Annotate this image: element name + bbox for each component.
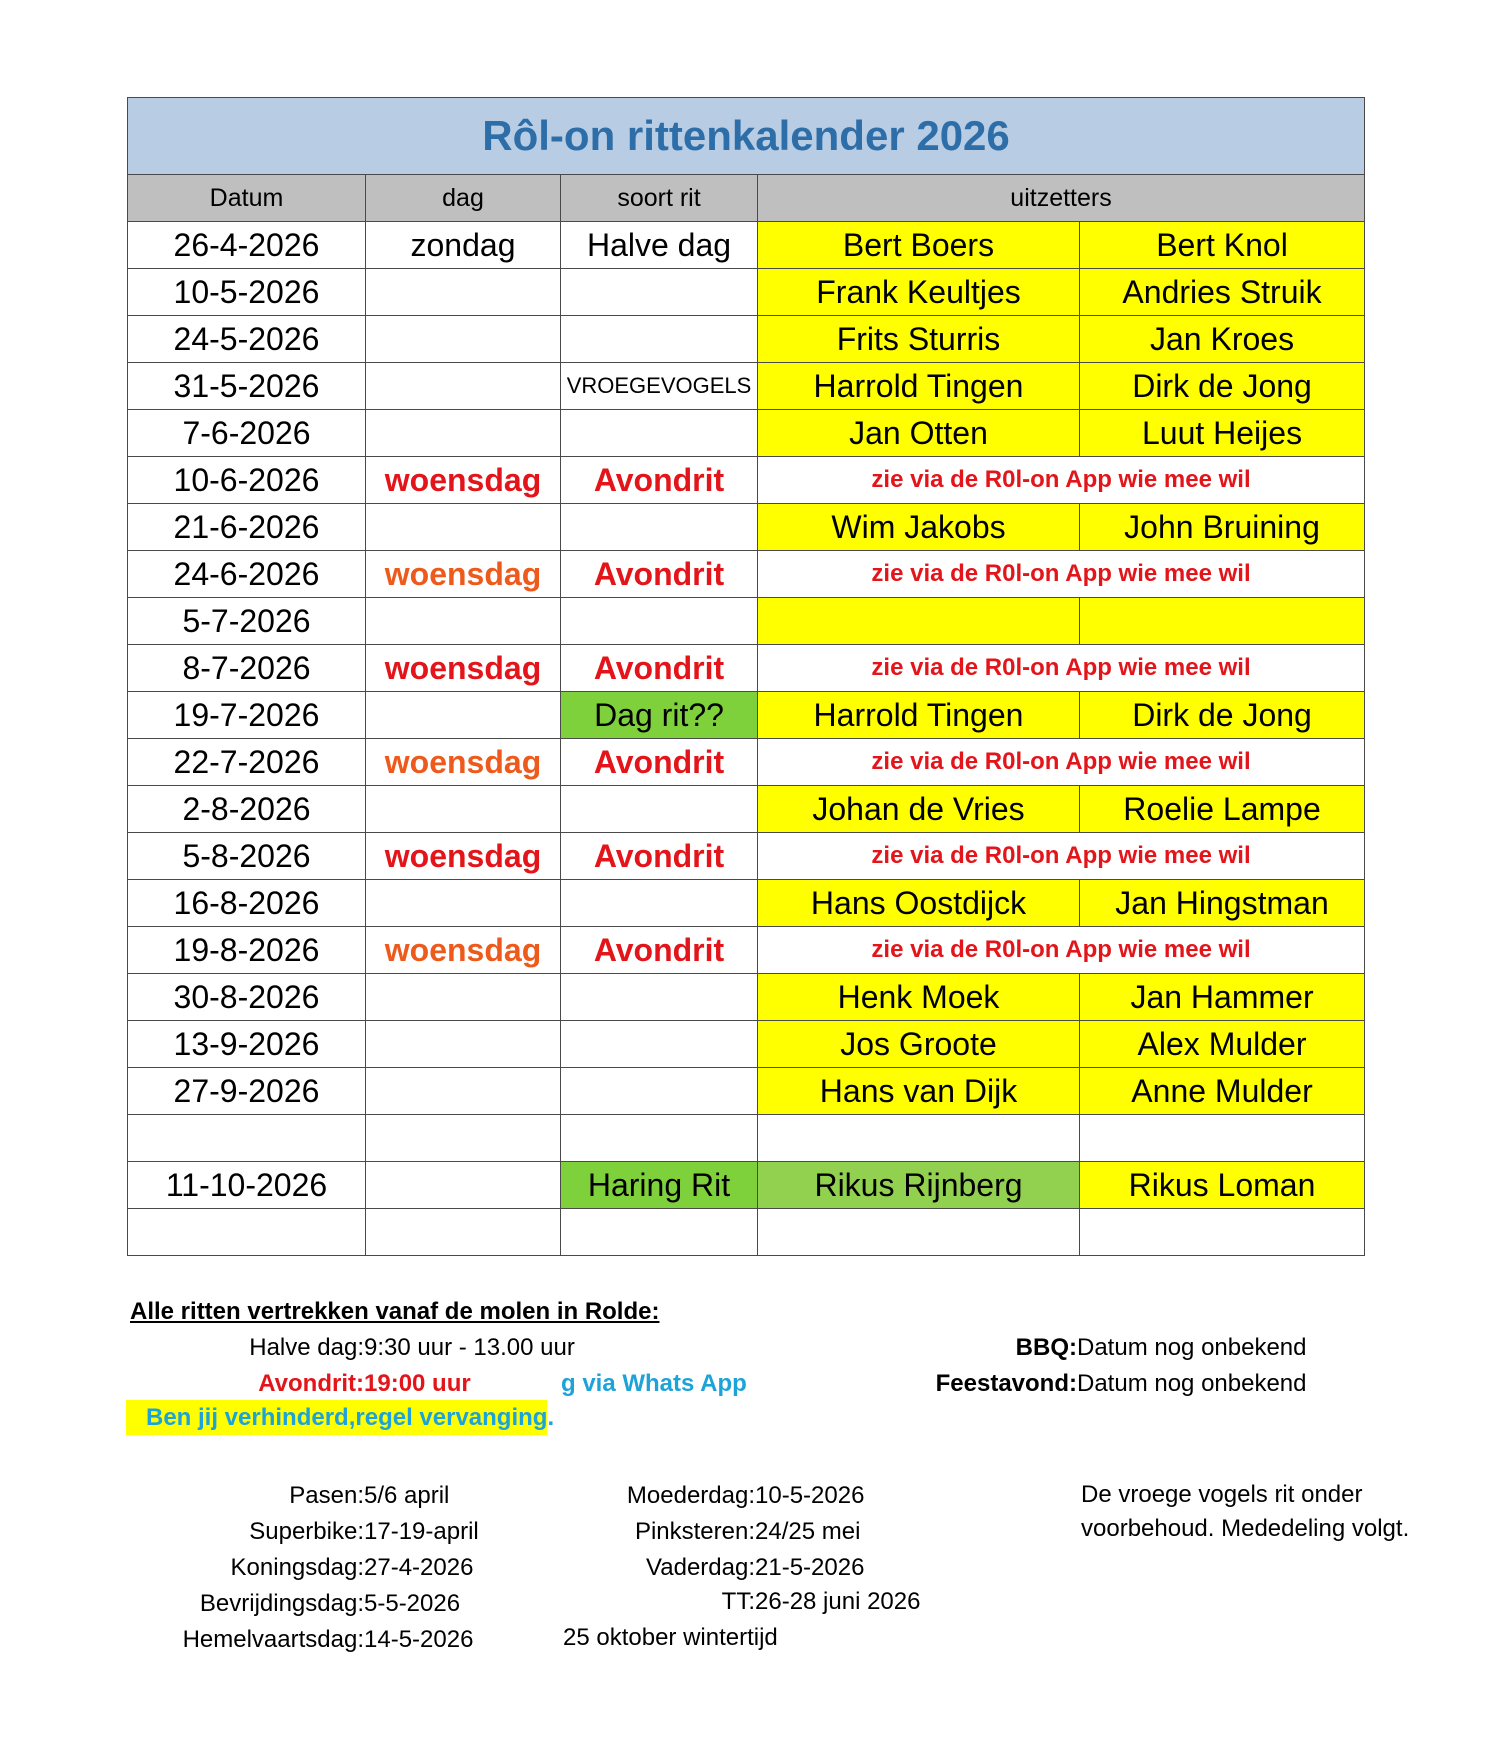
ride-date: 22-7-2026 bbox=[128, 739, 366, 786]
ride-row bbox=[128, 410, 1365, 457]
ride-row bbox=[128, 692, 1365, 739]
organizer-2: John Bruining bbox=[1080, 504, 1365, 551]
bbq-note bbox=[880, 1334, 1307, 1362]
ride-day bbox=[366, 692, 561, 739]
ride-date: 24-6-2026 bbox=[128, 551, 366, 598]
avondrit-value: 19:00 uur bbox=[364, 1370, 471, 1397]
organizer-2 bbox=[1080, 1115, 1365, 1162]
organizer-1 bbox=[758, 1209, 1080, 1256]
ride-date: 19-8-2026 bbox=[128, 927, 366, 974]
organizer-1: Harrold Tingen bbox=[758, 363, 1080, 410]
holiday-label: Vaderdag: bbox=[646, 1554, 755, 1581]
organizer-1: Jos Groote bbox=[758, 1021, 1080, 1068]
calendar-title: Rôl-on rittenkalender 2026 bbox=[128, 98, 1365, 175]
organizer-1: Wim Jakobs bbox=[758, 504, 1080, 551]
ride-type bbox=[561, 598, 758, 645]
ride-info: zie via de R0l-on App wie mee wil bbox=[758, 645, 1365, 692]
organizer-2 bbox=[1080, 598, 1365, 645]
ride-type bbox=[561, 410, 758, 457]
header-row bbox=[128, 175, 1365, 222]
organizer-2: Anne Mulder bbox=[1080, 1068, 1365, 1115]
ride-type: Avondrit bbox=[561, 927, 758, 974]
organizer-1: Hans van Dijk bbox=[758, 1068, 1080, 1115]
ride-date: 26-4-2026 bbox=[128, 222, 366, 269]
organizer-2: Jan Kroes bbox=[1080, 316, 1365, 363]
ride-type bbox=[561, 786, 758, 833]
holidays-middle bbox=[560, 1478, 864, 1586]
organizer-2: Dirk de Jong bbox=[1080, 692, 1365, 739]
holiday-item bbox=[560, 1550, 864, 1586]
header-uitzetters: uitzetters bbox=[758, 175, 1365, 222]
holiday-item bbox=[560, 1514, 864, 1550]
ride-date: 27-9-2026 bbox=[128, 1068, 366, 1115]
organizer-1 bbox=[758, 1115, 1080, 1162]
ride-date: 19-7-2026 bbox=[128, 692, 366, 739]
ride-row bbox=[128, 316, 1365, 363]
ride-day bbox=[366, 1021, 561, 1068]
ride-date bbox=[128, 1115, 366, 1162]
ride-type bbox=[561, 880, 758, 927]
remark-line-1: De vroege vogels rit onder bbox=[1081, 1481, 1363, 1508]
ride-row bbox=[128, 833, 1365, 880]
header-dag: dag bbox=[366, 175, 561, 222]
ride-row bbox=[128, 739, 1365, 786]
organizer-2: Rikus Loman bbox=[1080, 1162, 1365, 1209]
ride-info: zie via de R0l-on App wie mee wil bbox=[758, 457, 1365, 504]
feestavond-value: Datum nog onbekend bbox=[1077, 1370, 1307, 1397]
ride-day: zondag bbox=[366, 222, 561, 269]
holiday-label: Pinksteren: bbox=[634, 1518, 755, 1545]
ride-day: woensdag bbox=[366, 739, 561, 786]
ride-day bbox=[366, 1209, 561, 1256]
ride-row bbox=[128, 1068, 1365, 1115]
holidays-left bbox=[130, 1478, 479, 1658]
holiday-value: 14-5-2026 bbox=[364, 1626, 474, 1653]
holiday-label: Pasen: bbox=[289, 1482, 364, 1509]
ride-day bbox=[366, 974, 561, 1021]
hindered-note bbox=[126, 1404, 554, 1432]
ride-type: Avondrit bbox=[561, 833, 758, 880]
avondrit-note bbox=[130, 1370, 471, 1398]
ride-calendar-table bbox=[127, 97, 1365, 1256]
organizer-2: Luut Heijes bbox=[1080, 410, 1365, 457]
wintertime-note: 25 oktober wintertijd bbox=[563, 1624, 778, 1651]
blank-row bbox=[128, 1209, 1365, 1256]
ride-type bbox=[561, 316, 758, 363]
holiday-label: Superbike: bbox=[249, 1518, 364, 1545]
ride-date: 11-10-2026 bbox=[128, 1162, 366, 1209]
ride-date: 5-8-2026 bbox=[128, 833, 366, 880]
header-datum: Datum bbox=[128, 175, 366, 222]
ride-type bbox=[561, 1115, 758, 1162]
organizer-1 bbox=[758, 598, 1080, 645]
ride-date: 10-5-2026 bbox=[128, 269, 366, 316]
ride-date: 16-8-2026 bbox=[128, 880, 366, 927]
halve-dag-label: Halve dag: bbox=[249, 1334, 364, 1361]
ride-row bbox=[128, 504, 1365, 551]
ride-day bbox=[366, 786, 561, 833]
ride-date: 21-6-2026 bbox=[128, 504, 366, 551]
ride-day bbox=[366, 504, 561, 551]
ride-row bbox=[128, 927, 1365, 974]
feestavond-label: Feestavond: bbox=[935, 1370, 1077, 1397]
ride-date: 7-6-2026 bbox=[128, 410, 366, 457]
holiday-item bbox=[130, 1586, 479, 1622]
ride-day bbox=[366, 1115, 561, 1162]
remark-line-2: voorbehoud. Mededeling volgt. bbox=[1081, 1515, 1410, 1542]
ride-row bbox=[128, 363, 1365, 410]
holiday-item bbox=[130, 1622, 479, 1658]
ride-row bbox=[128, 457, 1365, 504]
ride-day bbox=[366, 269, 561, 316]
holiday-item bbox=[130, 1514, 479, 1550]
organizer-2: Jan Hingstman bbox=[1080, 880, 1365, 927]
ride-day bbox=[366, 1162, 561, 1209]
ride-type: Avondrit bbox=[561, 739, 758, 786]
organizer-2: Jan Hammer bbox=[1080, 974, 1365, 1021]
tt-value: 26-28 juni 2026 bbox=[755, 1588, 921, 1615]
ride-type: Avondrit bbox=[561, 645, 758, 692]
ride-type: VROEGEVOGELS bbox=[561, 363, 758, 410]
organizer-1: Frank Keultjes bbox=[758, 269, 1080, 316]
holiday-value: 10-5-2026 bbox=[755, 1482, 865, 1509]
ride-row bbox=[128, 645, 1365, 692]
ride-type bbox=[561, 1021, 758, 1068]
blank-row bbox=[128, 1115, 1365, 1162]
ride-date: 31-5-2026 bbox=[128, 363, 366, 410]
ride-info: zie via de R0l-on App wie mee wil bbox=[758, 927, 1365, 974]
ride-row bbox=[128, 974, 1365, 1021]
ride-info: zie via de R0l-on App wie mee wil bbox=[758, 833, 1365, 880]
ride-type bbox=[561, 1068, 758, 1115]
holiday-item bbox=[560, 1478, 864, 1514]
ride-info: zie via de R0l-on App wie mee wil bbox=[758, 551, 1365, 598]
organizer-1: Henk Moek bbox=[758, 974, 1080, 1021]
holiday-value: 17-19-april bbox=[364, 1518, 479, 1545]
ride-type: Haring Rit bbox=[561, 1162, 758, 1209]
ride-day: woensdag bbox=[366, 551, 561, 598]
organizer-1: Jan Otten bbox=[758, 410, 1080, 457]
organizer-1: Harrold Tingen bbox=[758, 692, 1080, 739]
avondrit-label: Avondrit: bbox=[258, 1370, 364, 1397]
ride-date: 5-7-2026 bbox=[128, 598, 366, 645]
ride-date: 24-5-2026 bbox=[128, 316, 366, 363]
holiday-item bbox=[130, 1550, 479, 1586]
ride-day: woensdag bbox=[366, 927, 561, 974]
ride-type: Dag rit?? bbox=[561, 692, 758, 739]
ride-row bbox=[128, 786, 1365, 833]
hindered-highlight: Ben jij verhinderd,regel vervanging bbox=[126, 1400, 547, 1435]
departure-heading bbox=[130, 1298, 659, 1326]
departure-heading-text: Alle ritten vertrekken vanaf de molen in Rolde: bbox=[130, 1298, 660, 1325]
ride-type bbox=[561, 974, 758, 1021]
ride-row bbox=[128, 222, 1365, 269]
ride-row bbox=[128, 1162, 1365, 1209]
organizer-2: Andries Struik bbox=[1080, 269, 1365, 316]
ride-day: woensdag bbox=[366, 645, 561, 692]
ride-date: 2-8-2026 bbox=[128, 786, 366, 833]
tt-note bbox=[560, 1588, 920, 1616]
organizer-2: Alex Mulder bbox=[1080, 1021, 1365, 1068]
ride-day bbox=[366, 410, 561, 457]
halve-dag-value: 9:30 uur - 13.00 uur bbox=[364, 1334, 575, 1361]
ride-type: Avondrit bbox=[561, 457, 758, 504]
tt-label: TT: bbox=[721, 1588, 755, 1615]
holiday-value: 21-5-2026 bbox=[755, 1554, 865, 1581]
holiday-label: Moederdag: bbox=[626, 1482, 755, 1509]
ride-date: 10-6-2026 bbox=[128, 457, 366, 504]
bbq-value: Datum nog onbekend bbox=[1077, 1334, 1307, 1361]
ride-row bbox=[128, 598, 1365, 645]
ride-type bbox=[561, 1209, 758, 1256]
ride-day bbox=[366, 880, 561, 927]
ride-day bbox=[366, 598, 561, 645]
feestavond-note bbox=[880, 1370, 1307, 1398]
ride-info: zie via de R0l-on App wie mee wil bbox=[758, 739, 1365, 786]
ride-date: 8-7-2026 bbox=[128, 645, 366, 692]
ride-day bbox=[366, 1068, 561, 1115]
ride-day: woensdag bbox=[366, 457, 561, 504]
holiday-value: 24/25 mei bbox=[755, 1518, 861, 1545]
organizer-2: Bert Knol bbox=[1080, 222, 1365, 269]
ride-day bbox=[366, 316, 561, 363]
organizer-2: Dirk de Jong bbox=[1080, 363, 1365, 410]
halve-dag-note bbox=[130, 1334, 575, 1362]
ride-type bbox=[561, 269, 758, 316]
organizer-2: Roelie Lampe bbox=[1080, 786, 1365, 833]
organizer-1: Rikus Rijnberg bbox=[758, 1162, 1080, 1209]
holiday-label: Hemelvaartsdag: bbox=[182, 1626, 364, 1653]
holiday-value: 27-4-2026 bbox=[364, 1554, 474, 1581]
holiday-item bbox=[130, 1478, 479, 1514]
ride-day bbox=[366, 363, 561, 410]
holiday-value: 5/6 april bbox=[364, 1482, 450, 1509]
title-row bbox=[128, 98, 1365, 175]
ride-day: woensdag bbox=[366, 833, 561, 880]
organizer-1: Hans Oostdijck bbox=[758, 880, 1080, 927]
organizer-1: Bert Boers bbox=[758, 222, 1080, 269]
ride-row bbox=[128, 880, 1365, 927]
ride-date bbox=[128, 1209, 366, 1256]
ride-row bbox=[128, 1021, 1365, 1068]
bbq-label: BBQ: bbox=[1015, 1334, 1077, 1361]
ride-type bbox=[561, 504, 758, 551]
holiday-label: Koningsdag: bbox=[230, 1554, 364, 1581]
holiday-label: Bevrijdingsdag: bbox=[199, 1590, 364, 1617]
header-soort-rit: soort rit bbox=[561, 175, 758, 222]
organizer-2 bbox=[1080, 1209, 1365, 1256]
ride-date: 13-9-2026 bbox=[128, 1021, 366, 1068]
hindered-period: . bbox=[547, 1404, 555, 1431]
organizer-1: Johan de Vries bbox=[758, 786, 1080, 833]
ride-date: 30-8-2026 bbox=[128, 974, 366, 1021]
ride-row bbox=[128, 269, 1365, 316]
organizer-1: Frits Sturris bbox=[758, 316, 1080, 363]
whatsapp-note: g via Whats App bbox=[561, 1370, 747, 1397]
ride-row bbox=[128, 551, 1365, 598]
ride-type: Avondrit bbox=[561, 551, 758, 598]
ride-type: Halve dag bbox=[561, 222, 758, 269]
holiday-value: 5-5-2026 bbox=[364, 1590, 461, 1617]
